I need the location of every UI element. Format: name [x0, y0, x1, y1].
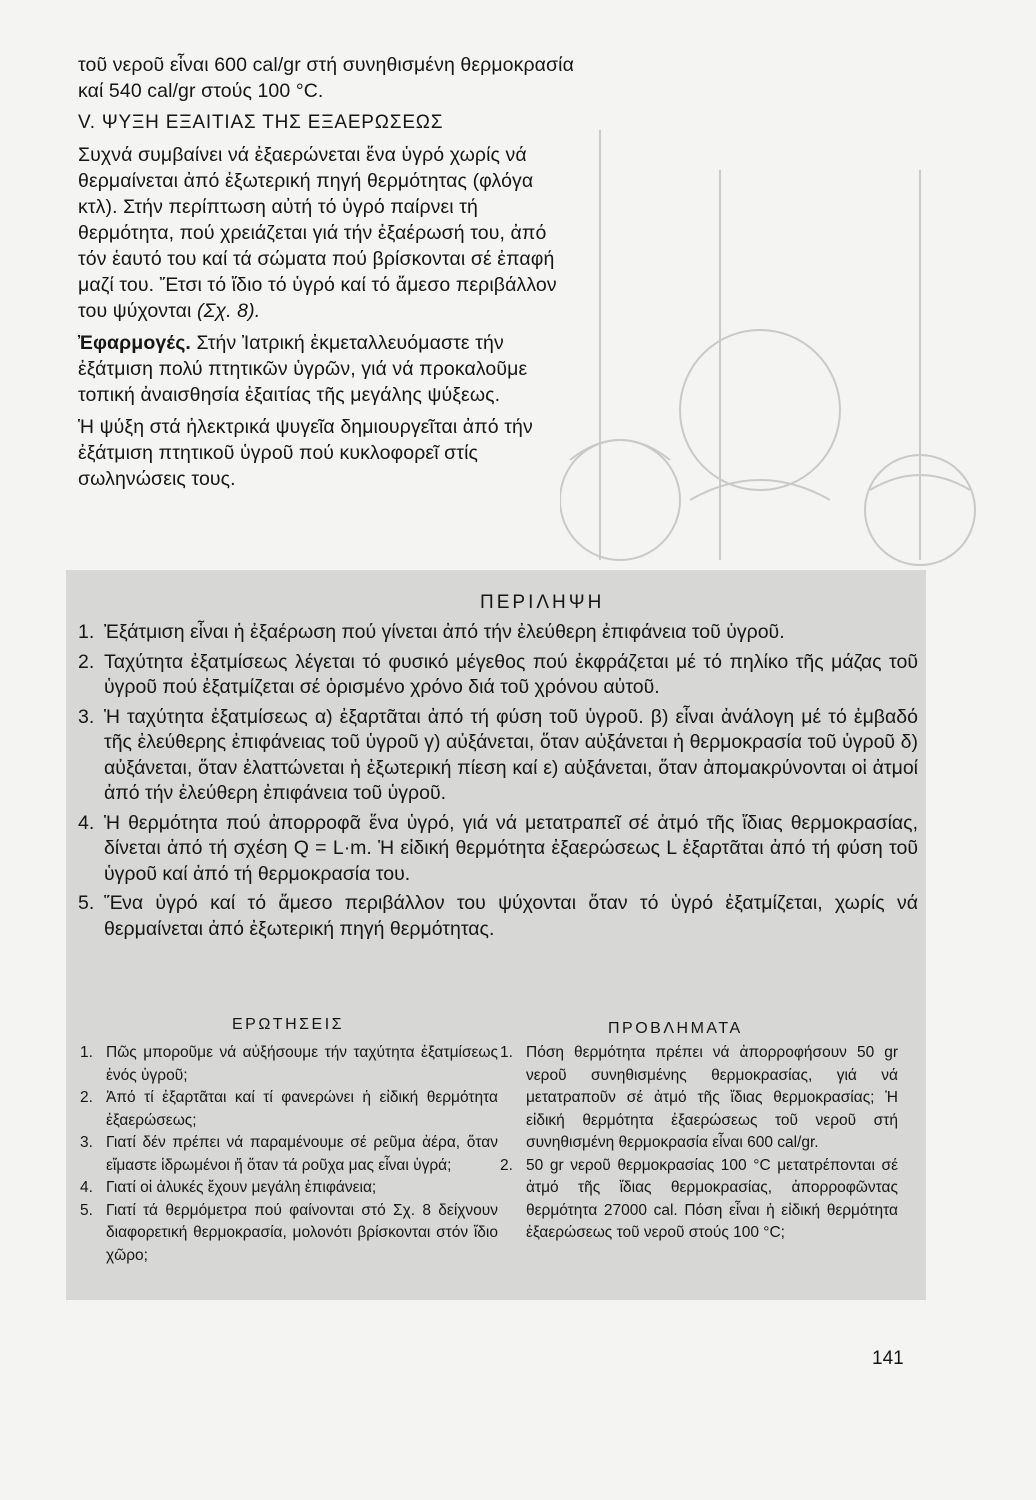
question-text: Γιατί τά θερμόμετρα πού φαίνονται στό Σχ. 8 δείχνουν διαφορετική θερμοκρασία, μολονότι βρίσκονται στόν ἴδιο χῶρο;: [106, 1201, 498, 1264]
summary-title: ΠΕΡΙΛΗΨΗ: [480, 592, 605, 613]
applications-label: Ἐφαρμογές.: [78, 332, 191, 354]
intro-section: [78, 52, 578, 498]
problem-number: 2.: [500, 1156, 513, 1174]
section-title: V. ΨΥΞΗ ΕΞΑΙΤΙΑΣ ΤΗΣ ΕΞΑΕΡΩΣΕΩΣ: [78, 112, 444, 133]
question-item: [80, 1177, 498, 1200]
problem-number: 1.: [500, 1044, 513, 1061]
summary-item: [78, 811, 918, 888]
problem-text: Πόση θερμότητα πρέπει νά ἀπορροφήσουν 50 gr νεροῦ συνηθισμένης θερμοκρασίας, γιά νά μετατραποῦν σέ ἀτμό τῆς ἴδιας θερμοκρασίας; Ἡ εἰδική θερμότητα ἐξαερώσεως τοῦ νεροῦ στή συνηθισμένη θερμοκρασία εἶναι 600 cal/gr.: [526, 1044, 898, 1151]
summary-item: [78, 891, 918, 942]
question-number: 3.: [80, 1134, 93, 1151]
problem-item: [500, 1042, 898, 1155]
question-text: Γιατί οἱ ἀλυκές ἔχουν μεγάλη ἐπιφάνεια;: [106, 1179, 377, 1196]
questions-list: [80, 1042, 498, 1267]
summary-item: [78, 620, 918, 646]
problem-text: 50 gr νεροῦ θερμοκρασίας 100 °C μετατρέπονται σέ ἀτμό τῆς ἴδιας θερμοκρασίας, ἀπορροφῶντας θερμότητα 27000 cal. Πόση εἶναι ἡ εἰδική θερμότητα ἐξαερώσεως τοῦ νεροῦ στούς 100 °C;: [526, 1156, 898, 1241]
problems-title: ΠΡΟΒΛΗΜΑΤΑ: [608, 1020, 743, 1037]
summary-item-text: Ἡ ταχύτητα ἐξατμίσεως α) ἐξαρτᾶται ἀπό τή φύση τοῦ ὑγροῦ. β) εἶναι ἀνάλογη μέ τό ἐμβαδό τῆς ἐλεύθερης ἐπιφάνειας τοῦ ὑγροῦ γ) αὐξάνεται, ὅταν αὐξάνεται ἡ θερμοκρασία τοῦ ὑγροῦ δ) αὐξάνεται, ὅταν ἐλαττώνεται ἡ ἐξωτερική πίεση καί ε) αὐξάνεται, ὅταν ἀπομακρύνονται οἱ ἀτμοί ἀπό τήν ἐλεύθερη ἐπιφάνεια τοῦ ὑγροῦ.: [104, 705, 918, 804]
question-item: [80, 1132, 498, 1177]
question-text: Ἀπό τί ἐξαρτᾶται καί τί φανερώνει ἡ εἰδική θερμότητα ἐξαερώσεως;: [106, 1089, 498, 1129]
question-number: 4.: [80, 1179, 93, 1196]
question-item: [80, 1087, 498, 1132]
problem-item: [500, 1155, 898, 1245]
question-item: [80, 1042, 498, 1087]
question-number: 1.: [80, 1044, 93, 1061]
summary-item-text: Ἕνα ὑγρό καί τό ἄμεσο περιβάλλον του ψύχονται ὅταν τό ὑγρό ἐξατμίζεται, χωρίς νά θερμαίνεται ἀπό ἐξωτερική πηγή θερμότητας.: [104, 892, 918, 940]
applications-text: Στήν Ἰατρική ἐκμεταλλευόμαστε τήν ἐξάτμιση πολύ πτητικῶν ὑγρῶν, γιά νά προκαλοῦμε τοπική ἀναισθησία ἐξαιτίας τῆς μεγάλης ψύξεως.: [78, 332, 528, 406]
summary-item-number: 4.: [78, 811, 95, 834]
summary-item: [78, 650, 918, 701]
summary-item-text: Ἐξάτμιση εἶναι ἡ ἐξαέρωση πού γίνεται ἀπό τήν ἐλεύθερη ἐπιφάνεια τοῦ ὑγροῦ.: [104, 621, 785, 643]
question-number: 5.: [80, 1201, 93, 1219]
figure-reference: (Σχ. 8).: [197, 300, 261, 322]
intro-paragraph-2: [78, 142, 578, 324]
questions-title: ΕΡΩΤΗΣΕΙΣ: [232, 1016, 345, 1033]
question-text: Γιατί δέν πρέπει νά παραμένουμε σέ ρεῦμα ἀέρα, ὅταν εἴμαστε ἱδρωμένοι ἤ ὅταν τά ροῦχα μας εἶναι ὑγρά;: [106, 1134, 498, 1174]
summary-item: [78, 705, 918, 807]
summary-list: [78, 620, 918, 946]
question-number: 2.: [80, 1089, 93, 1106]
page-number: 141: [872, 1348, 904, 1369]
question-text: Πῶς μποροῦμε νά αὐξήσουμε τήν ταχύτητα ἐξατμίσεως ἑνός ὑγροῦ;: [106, 1044, 498, 1084]
intro-paragraph-2-text: Συχνά συμβαίνει νά ἐξαερώνεται ἕνα ὑγρό χωρίς νά θερμαίνεται ἀπό ἐξωτερική πηγή θερμότητας (φλόγα κτλ). Στήν περίπτωση αὐτή τό ὑγρό παίρνει τή θερμότητα, πού χρειάζεται γιά τήν ἐξαέρωσή του, ἀπό τόν ἑαυτό του καί τά σώματα πού βρίσκονται σέ ἐπαφή μαζί του. Ἔτσι τό ἴδιο τό ὑγρό καί τό ἄμεσο περιβάλλον του ψύχονται: [78, 144, 557, 322]
summary-item-number: 1.: [78, 621, 95, 643]
intro-paragraph-4: Ἡ ψύξη στά ἠλεκτρικά ψυγεῖα δημιουργεῖται ἀπό τήν ἐξάτμιση πτητικοῦ ὑγροῦ πού κυκλοφορεῖ στίς σωληνώσεις τους.: [78, 416, 533, 490]
intro-paragraph-1: τοῦ νεροῦ εἶναι 600 cal/gr στή συνηθισμένη θερμοκρασία καί 540 cal/gr στούς 100 °C.: [78, 54, 574, 102]
summary-item-number: 3.: [78, 705, 95, 728]
applications-paragraph: [78, 330, 578, 408]
summary-item-number: 5.: [78, 892, 95, 914]
summary-item-number: 2.: [78, 650, 95, 673]
summary-item-text: Ταχύτητα ἐξατμίσεως λέγεται τό φυσικό μέγεθος πού ἐκφράζεται μέ τό πηλίκο τῆς μάζας τοῦ ὑγροῦ πού ἐξατμίζεται σέ ὁρισμένο χρόνο διά τοῦ χρόνου αὐτοῦ.: [104, 650, 918, 698]
summary-item-text: Ἡ θερμότητα πού ἀπορροφᾶ ἕνα ὑγρό, γιά νά μετατραπεῖ σέ ἀτμό τῆς ἴδιας θερμοκρασίας, δίνεται ἀπό τή σχέση Q = L·m. Ἡ εἰδική θερμότητα ἐξαερώσεως L ἐξαρτᾶται ἀπό τή φύση τοῦ ὑγροῦ καί ἀπό τή θερμοκρασία του.: [104, 811, 918, 885]
bleed-through-figure: [560, 80, 1020, 600]
question-item: [80, 1200, 498, 1268]
problems-list: [500, 1042, 898, 1245]
